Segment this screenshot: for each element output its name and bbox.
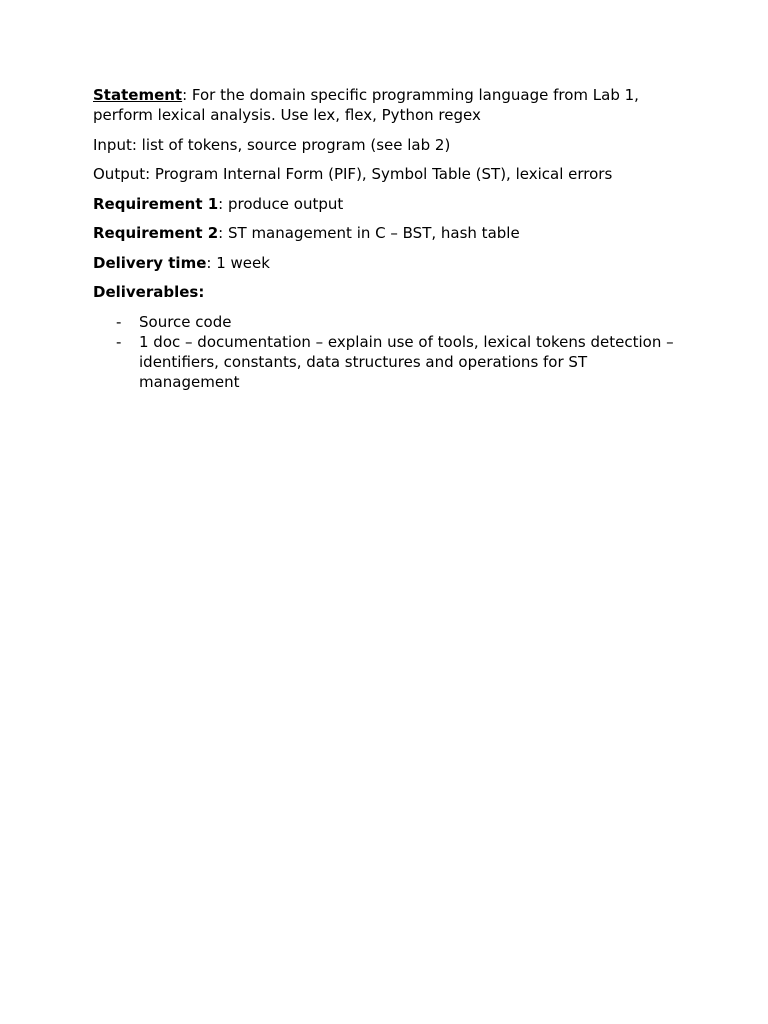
requirement-1-text: : produce output <box>218 194 344 213</box>
deliverables-list <box>93 312 683 392</box>
delivery-time-label: Delivery time <box>93 253 207 272</box>
deliverable-source-code: Source code <box>139 312 232 331</box>
list-bullet: - <box>116 332 122 351</box>
statement-label: Statement <box>93 86 183 104</box>
list-item <box>93 312 683 332</box>
list-bullet: - <box>116 312 122 331</box>
deliverables-heading: Deliverables: <box>93 283 205 301</box>
list-item <box>93 332 683 392</box>
document-page <box>93 85 683 392</box>
input-paragraph: Input: list of tokens, source program (see lab 2) <box>93 135 451 154</box>
statement-text: : For the domain specific programming language from Lab 1, perform lexical analysis. Use lex, flex, Python regex <box>93 86 639 124</box>
deliverable-documentation: 1 doc – documentation – explain use of tools, lexical tokens detection – identifiers, constants, data structures and operations for ST management <box>139 332 674 391</box>
requirement-2-text: : ST management in C – BST, hash table <box>218 224 520 242</box>
delivery-time-text: : 1 week <box>206 253 270 272</box>
requirement-2-paragraph <box>93 223 683 243</box>
output-paragraph: Output: Program Internal Form (PIF), Symbol Table (ST), lexical errors <box>93 165 613 183</box>
requirement-2-label: Requirement 2 <box>93 224 219 242</box>
requirement-1-label: Requirement 1 <box>93 194 219 213</box>
requirement-1-paragraph <box>93 194 683 214</box>
delivery-time-paragraph <box>93 253 683 273</box>
statement-paragraph <box>93 85 683 125</box>
